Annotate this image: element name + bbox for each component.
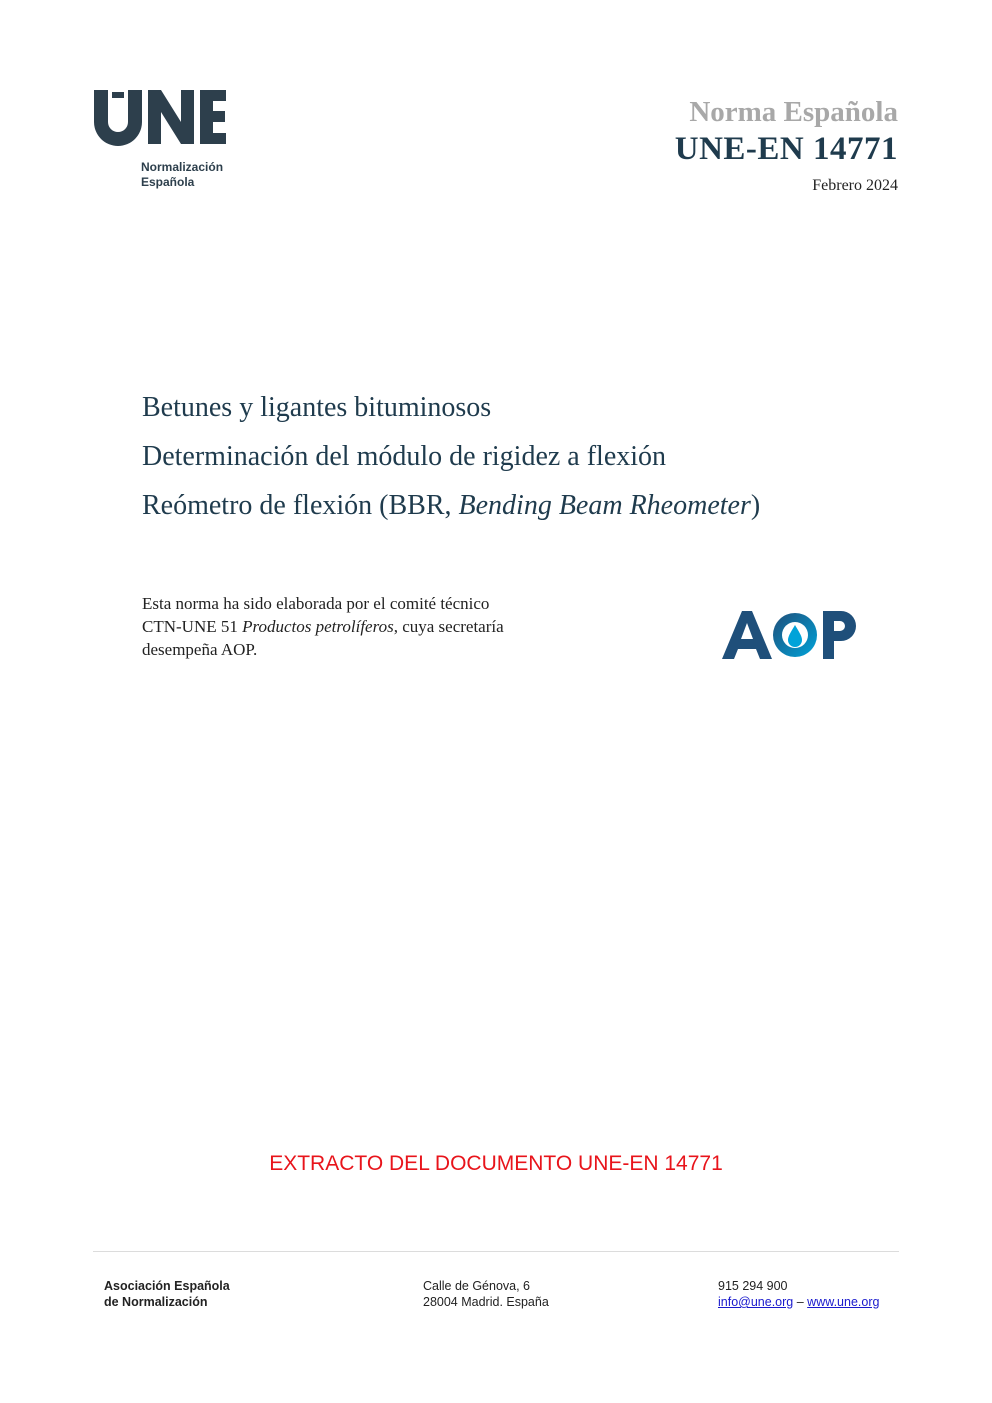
footer-address-line-1: Calle de Génova, 6 <box>423 1279 531 1293</box>
footer-address-line-2: 28004 Madrid. España <box>423 1295 549 1309</box>
norma-label: Norma Española <box>689 96 898 128</box>
title-line-3-prefix: Reómetro de flexión (BBR, <box>142 490 459 521</box>
footer-org-line-1: Asociación Española <box>104 1279 230 1293</box>
committee-line-2-suffix: , cuya secretaría <box>393 617 504 636</box>
extract-notice: EXTRACTO DEL DOCUMENTO UNE-EN 14771 <box>269 1152 723 1175</box>
footer-org-line-2: de Normalización <box>104 1295 208 1309</box>
aop-logo <box>720 605 865 665</box>
footer-phone: 915 294 900 <box>718 1279 788 1293</box>
committee-line-2-prefix: CTN-UNE 51 <box>142 617 243 636</box>
norma-date: Febrero 2024 <box>812 177 898 194</box>
footer-organization <box>104 1278 230 1310</box>
une-logo-subtitle <box>141 160 223 190</box>
committee-line-2-italic: Productos petrolíferos <box>242 617 394 636</box>
une-logo-line2: Española <box>141 175 195 189</box>
title-line-1: Betunes y ligantes bituminosos <box>142 392 492 423</box>
committee-line-2 <box>142 615 602 638</box>
une-logo-line1: Normalización <box>141 160 224 174</box>
title-line-2: Determinación del módulo de rigidez a flexión <box>142 441 667 472</box>
footer-email-link[interactable]: info@une.org <box>718 1295 794 1309</box>
document-titles <box>142 383 760 530</box>
committee-text <box>142 592 602 661</box>
une-logo-mark <box>92 88 228 146</box>
footer-address <box>423 1278 549 1310</box>
une-logo <box>92 88 252 198</box>
title-line-3 <box>142 481 760 530</box>
title-line-3-suffix: ) <box>750 490 761 521</box>
footer-divider <box>93 1251 899 1252</box>
committee-line-1: Esta norma ha sido elaborada por el comité técnico <box>142 594 490 613</box>
footer-separator: – <box>796 1295 804 1309</box>
norma-code: UNE-EN 14771 <box>674 131 898 167</box>
title-line-3-italic: Bending Beam Rheometer <box>458 490 751 521</box>
footer-links <box>718 1294 879 1310</box>
footer-website-link[interactable]: www.une.org <box>807 1295 880 1309</box>
norma-header <box>675 95 898 195</box>
footer-contact <box>718 1278 879 1310</box>
committee-line-3: desempeña AOP. <box>142 640 258 659</box>
